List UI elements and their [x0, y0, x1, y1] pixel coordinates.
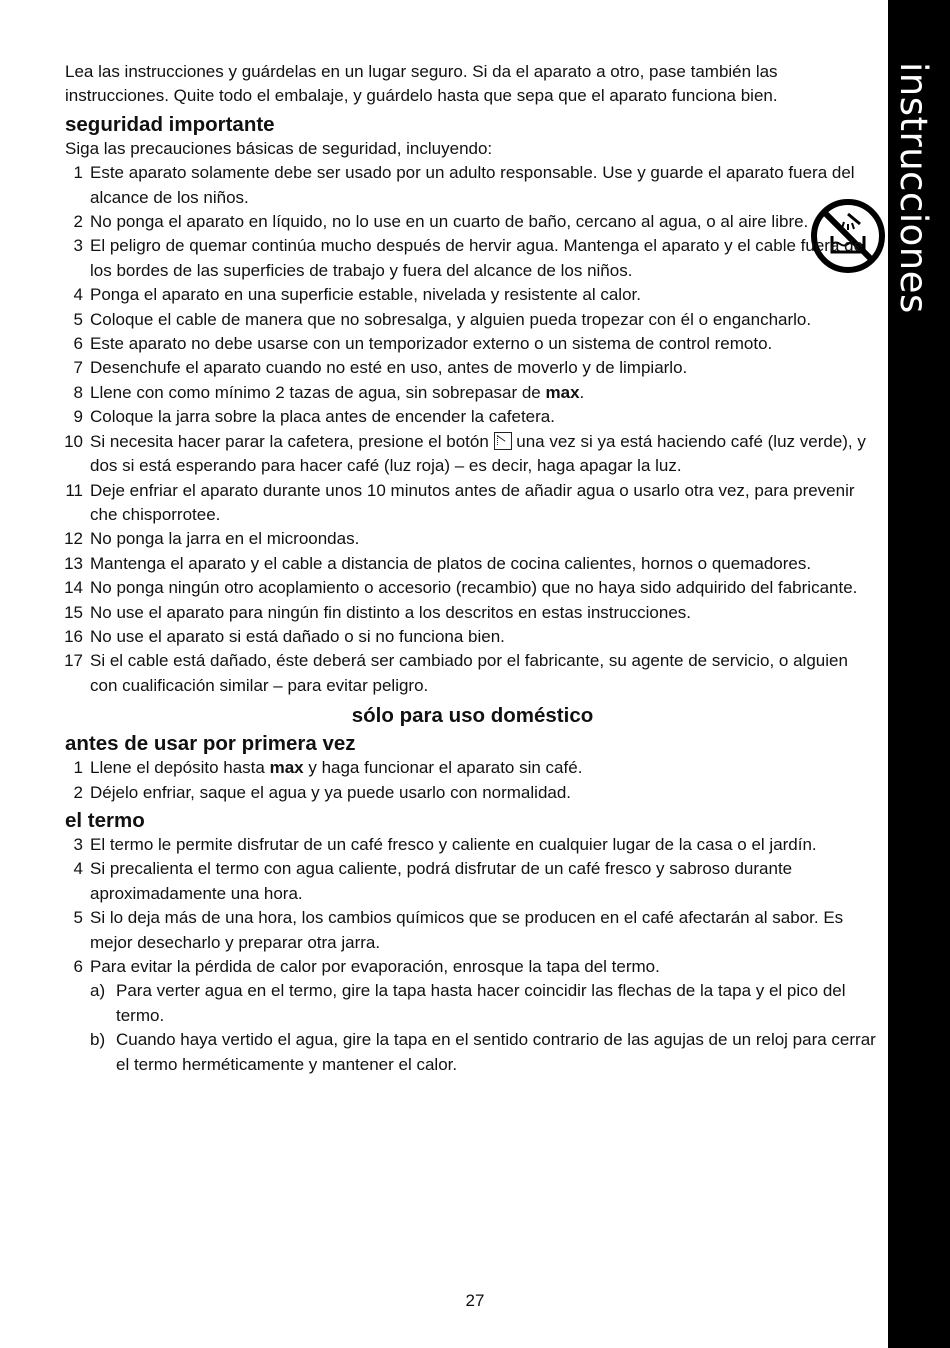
item-bold-text: max	[269, 758, 304, 778]
item-number: 5	[73, 309, 83, 329]
item-text: Si necesita hacer parar la cafetera, presione el botón	[90, 431, 494, 451]
item-text: Mantenga el aparato y el cable a distancia de platos de cocina calientes, hornos o quemadores.	[90, 553, 812, 573]
first-use-heading: antes de usar por primera vez	[65, 732, 356, 756]
thermos-list	[65, 833, 880, 979]
item-text: Si precalienta el termo con agua caliente, podrá disfrutar de un café fresco y sabroso durante aproximadamente una hora.	[90, 859, 793, 903]
item-text: Déjelo enfriar, saque el agua y ya puede usarlo con normalidad.	[90, 782, 572, 802]
item-text: Ponga el aparato en una superficie estable, nivelada y resistente al calor.	[90, 285, 641, 305]
section-tab-label: instrucciones	[892, 62, 935, 314]
safety-item	[65, 601, 880, 625]
item-number: 11	[65, 480, 83, 500]
safety-item	[65, 161, 880, 210]
item-text: No use el aparato para ningún fin distinto a los descritos en estas instrucciones.	[90, 602, 692, 622]
thermos-item	[65, 955, 880, 979]
item-number: 10	[64, 431, 83, 451]
item-text: Coloque la jarra sobre la placa antes de encender la cafetera.	[90, 407, 555, 427]
safety-item	[65, 234, 880, 283]
item-number: 12	[64, 529, 83, 549]
item-text: El peligro de quemar continúa mucho después de hervir agua. Mantenga el aparato y el cable fuera de los bordes de las superficies de trabajo y fuera del alcance de los niños.	[90, 236, 864, 280]
thermos-sub-list	[65, 979, 880, 1077]
instructions-content	[65, 60, 880, 1077]
section-side-tab	[888, 0, 950, 1348]
item-text: Desenchufe el aparato cuando no esté en uso, antes de moverlo y de limpiarlo.	[90, 358, 688, 378]
thermos-item	[65, 833, 880, 857]
safety-heading: seguridad importante	[65, 112, 275, 136]
safety-item	[65, 649, 880, 698]
item-text: Coloque el cable de manera que no sobresalga, y alguien pueda tropezar con él o engancharlo.	[90, 309, 812, 329]
item-number: 9	[73, 407, 83, 427]
thermos-sub-item	[90, 979, 880, 1028]
safety-lead: Siga las precauciones básicas de seguridad, incluyendo:	[65, 138, 493, 158]
item-text: El termo le permite disfrutar de un café fresco y caliente en cualquier lugar de la casa o el jardín.	[90, 834, 817, 854]
item-number: 3	[73, 834, 83, 854]
item-number: 6	[73, 957, 83, 976]
first-use-list	[65, 756, 880, 805]
item-text: una vez si ya está haciendo café (luz verde), y dos si está esperando para hacer café (luz roja) – es decir, haga apagar la luz.	[90, 431, 866, 476]
item-number: 15	[64, 602, 83, 622]
item-number: 1	[73, 758, 83, 778]
item-text: No ponga ningún otro acoplamiento o accesorio (recambio) que no haya sido adquirido del fabricante.	[90, 578, 858, 598]
item-number: 4	[73, 859, 83, 879]
thermos-sub-item	[90, 1028, 880, 1077]
first-use-item	[65, 781, 880, 805]
safety-item	[65, 308, 880, 332]
item-number: 14	[64, 578, 83, 598]
item-text: No use el aparato si está dañado o si no funciona bien.	[90, 626, 505, 646]
item-text: Si lo deja más de una hora, los cambios químicos que se producen en el café afectarán al sabor. Es mejor desecharlo y preparar otra jarra.	[90, 908, 844, 952]
safety-list	[65, 161, 880, 698]
safety-item	[65, 625, 880, 649]
domestic-use-heading: sólo para uso doméstico	[351, 704, 594, 728]
item-number: 17	[64, 651, 83, 671]
item-number: 7	[73, 358, 83, 378]
item-text: No ponga el aparato en líquido, no lo use en un cuarto de baño, cercano al agua, o al aire libre.	[90, 212, 809, 232]
item-number: 4	[73, 285, 83, 305]
item-text: Llene el depósito hasta	[90, 758, 270, 778]
item-number: a)	[90, 981, 106, 1001]
item-number: 5	[73, 908, 83, 928]
intro-paragraph: Lea las instrucciones y guárdelas en un lugar seguro. Si da el aparato a otro, pase también las instrucciones. Quite todo el embalaje, y guárdelo hasta que sepa que el aparato funciona bien.	[65, 62, 778, 106]
item-number: 13	[64, 553, 83, 573]
item-bold-text: max	[545, 382, 580, 402]
item-number: 2	[73, 212, 83, 232]
item-text: Llene con como mínimo 2 tazas de agua, sin sobrepasar de	[90, 382, 546, 402]
first-use-item	[65, 756, 880, 780]
item-number: 16	[64, 626, 83, 646]
thermos-heading: el termo	[65, 808, 145, 832]
thermos-item	[65, 857, 880, 906]
safety-item	[65, 576, 880, 600]
item-number: 6	[73, 334, 83, 354]
item-number: 1	[73, 163, 83, 183]
safety-item	[65, 356, 880, 380]
item-text: Este aparato no debe usarse con un temporizador externo o un sistema de control remoto.	[90, 334, 773, 354]
item-number: 3	[73, 236, 83, 256]
safety-item	[65, 527, 880, 551]
safety-item	[65, 210, 880, 234]
item-text: No ponga la jarra en el microondas.	[90, 529, 360, 549]
stop-button-icon	[494, 432, 512, 450]
safety-item	[65, 283, 880, 307]
item-number: 8	[73, 382, 83, 402]
safety-item	[65, 552, 880, 576]
safety-item	[65, 405, 880, 429]
item-text: Cuando haya vertido el agua, gire la tapa en el sentido contrario de las agujas de un reloj para cerrar el termo herméticamente y mantener el calor.	[116, 1030, 876, 1074]
item-text: Para verter agua en el termo, gire la tapa hasta hacer coincidir las flechas de la tapa y el pico del termo.	[116, 981, 846, 1025]
item-text: Para evitar la pérdida de calor por evaporación, enrosque la tapa del termo.	[90, 957, 660, 976]
item-text: Deje enfriar el aparato durante unos 10 minutos antes de añadir agua o usarlo otra vez, para prevenir che chisporrotee.	[90, 480, 855, 524]
item-number: b)	[90, 1030, 106, 1050]
item-text: Este aparato solamente debe ser usado por un adulto responsable. Use y guarde el aparato fuera del alcance de los niños.	[90, 163, 855, 207]
item-text: .	[579, 382, 585, 402]
safety-item	[65, 381, 880, 405]
safety-item	[65, 332, 880, 356]
item-number: 2	[73, 782, 83, 802]
item-text: y haga funcionar el aparato sin café.	[303, 758, 583, 778]
safety-item	[65, 479, 880, 528]
thermos-item	[65, 906, 880, 955]
item-text: Si el cable está dañado, éste deberá ser cambiado por el fabricante, su agente de servicio, o alguien con cualificación similar – para evitar peligro.	[90, 651, 848, 695]
safety-item	[65, 430, 880, 479]
page-number: 27	[465, 1291, 485, 1310]
